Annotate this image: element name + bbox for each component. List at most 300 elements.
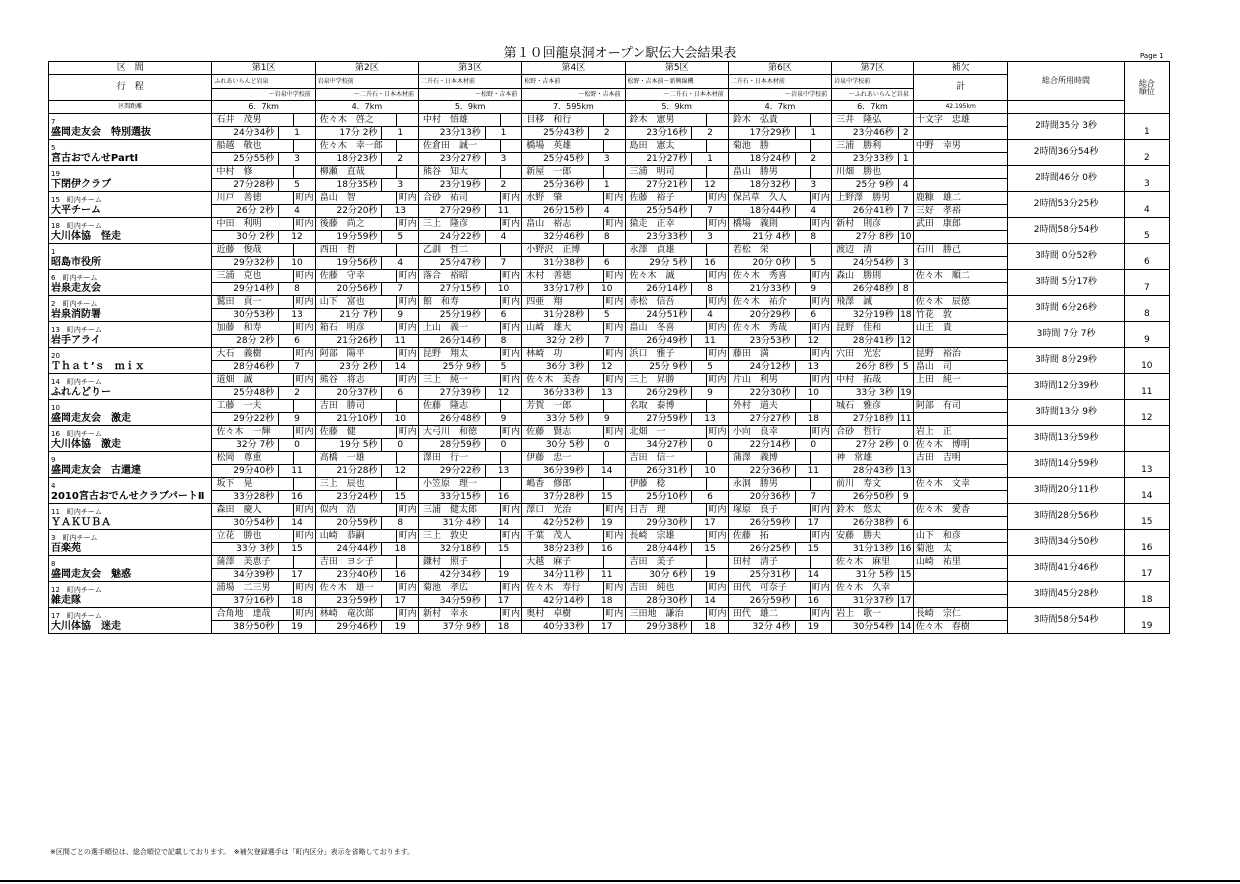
leg-time: 18分35秒 xyxy=(315,179,382,192)
leg-time: 30分54秒 xyxy=(832,621,899,634)
leg-rank: 6 xyxy=(485,309,522,322)
leg-rank: 17 xyxy=(900,595,912,606)
leg-rank: 4 xyxy=(692,309,729,322)
local-flag xyxy=(500,478,522,491)
team-cell xyxy=(49,426,212,452)
leg-time: 26分 8秒 xyxy=(832,361,899,374)
leg-rank: 17 xyxy=(692,517,729,530)
leg-rank: 14 xyxy=(692,595,729,608)
local-flag: 町内 xyxy=(708,348,727,359)
runner-name: 赤松 信吾 xyxy=(625,296,707,309)
leg-rank: 17 xyxy=(279,569,316,582)
final-rank: 6 xyxy=(1124,244,1169,270)
runner-name: 藤田 満 xyxy=(728,348,810,361)
local-flag: 町内 xyxy=(295,296,314,307)
leg-time: 30分 2秒 xyxy=(212,231,279,244)
local-flag: 町内 xyxy=(398,296,417,307)
leg-rank: 6 xyxy=(279,335,316,348)
leg-time: 37分 9秒 xyxy=(419,621,486,634)
leg-time: 30分54秒 xyxy=(212,517,279,530)
leg-time: 31分37秒 xyxy=(832,595,899,608)
leg-rank: 7 xyxy=(588,335,625,348)
route-to: ～二升石・日本木材前 xyxy=(625,89,728,101)
kyori-label: 区間距離 xyxy=(49,101,212,114)
leg-time: 27分59秒 xyxy=(625,413,692,426)
runner-name: 工藤 一夫 xyxy=(212,400,294,413)
leg-time: 22分14秒 xyxy=(728,439,795,452)
leg-rank: 2 xyxy=(588,127,625,140)
local-flag xyxy=(294,452,316,465)
runner-name: 高橋 一雄 xyxy=(315,452,397,465)
total-time: 3時間58分54秒 xyxy=(1008,608,1124,634)
final-rank: 16 xyxy=(1124,530,1169,556)
local-flag: 町内 xyxy=(605,426,624,437)
leg-rank: 0 xyxy=(382,439,419,452)
leg-rank: 14 xyxy=(382,361,419,374)
total-time: 2時間46分 0秒 xyxy=(1008,166,1124,192)
runner-name: 中村 悟雄 xyxy=(419,114,501,127)
runner-name: 田代 雄二 xyxy=(728,608,810,621)
leg-rank: 12 xyxy=(692,179,729,192)
leg-rank: 6 xyxy=(692,491,729,504)
runner-name: 四亜 翔 xyxy=(522,296,604,309)
runner-name: 大石 義樹 xyxy=(212,348,294,361)
substitute xyxy=(913,257,1008,270)
leg-time: 28分30秒 xyxy=(625,595,692,608)
runner-name: 佐々木 寿行 xyxy=(522,582,604,595)
substitute: 佐々木 春樹 xyxy=(913,621,1008,634)
runner-name: 日吉 理 xyxy=(625,504,707,517)
leg-rank: 6 xyxy=(382,387,419,400)
final-rank: 2 xyxy=(1124,140,1169,166)
local-flag: 町内 xyxy=(811,348,830,359)
runner-name: 菊池 孝広 xyxy=(419,582,501,595)
leg-rank: 2 xyxy=(898,127,913,140)
team-row-bottom xyxy=(49,465,1170,478)
runner-name: 森山 勝則 xyxy=(832,270,914,283)
local-flag: 町内 xyxy=(708,530,727,541)
leg-rank: 14 xyxy=(795,569,832,582)
team-name: 宮古おでんせPartⅠ xyxy=(51,152,139,164)
leg-rank: 3 xyxy=(795,179,832,192)
runner-name: 佐々木 麻里 xyxy=(832,556,914,569)
team-number: 14 町内チーム xyxy=(51,377,102,386)
team-row-bottom xyxy=(49,257,1170,270)
leg-rank: 9 xyxy=(692,387,729,400)
route-from: 松野・吉本前～新興綿機 xyxy=(625,75,728,89)
leg-time: 31分13秒 xyxy=(832,543,899,556)
local-flag: 町内 xyxy=(295,582,314,593)
local-flag xyxy=(707,556,729,569)
leg-rank: 11 xyxy=(692,335,729,348)
local-flag: 町内 xyxy=(605,296,624,307)
runner-name: 吉田 ヨシ子 xyxy=(315,556,397,569)
substitute: 佐々木 愛香 xyxy=(913,504,1008,517)
runner-name: 新屋 一郎 xyxy=(522,166,604,179)
substitute: 阿部 有司 xyxy=(913,400,1008,413)
leg-rank: 2 xyxy=(382,153,419,166)
local-flag xyxy=(604,478,626,491)
leg-time: 29分40秒 xyxy=(212,465,279,478)
total-time: 3時間41分46秒 xyxy=(1008,556,1124,582)
leg-rank: 5 xyxy=(485,361,522,374)
leg-rank: 3 xyxy=(588,153,625,166)
local-flag xyxy=(810,166,832,179)
leg-rank: 0 xyxy=(279,439,316,452)
team-name: 2010宮古おでんせクラブパートⅡ xyxy=(51,490,205,502)
runner-name: 三上 純一 xyxy=(419,374,501,387)
leg-time: 26分48秒 xyxy=(832,283,899,296)
leg-rank: 5 xyxy=(898,361,913,374)
runner-name: 菊池 勝 xyxy=(728,140,810,153)
leg-time: 26分59秒 xyxy=(728,595,795,608)
runner-name: 山下 富也 xyxy=(315,296,397,309)
leg-time: 42分14秒 xyxy=(522,595,589,608)
leg-rank: 3 xyxy=(279,153,316,166)
runner-name: 若松 栄 xyxy=(728,244,810,257)
runner-name: 橋場 義則 xyxy=(728,218,810,231)
leg-rank: 19 xyxy=(692,569,729,582)
final-rank: 3 xyxy=(1124,166,1169,192)
local-flag: 町内 xyxy=(502,608,521,619)
team-row-bottom xyxy=(49,621,1170,634)
runner-name: 佐々木 美香 xyxy=(522,374,604,387)
team-row-bottom xyxy=(49,179,1170,192)
leg-time: 29分 5秒 xyxy=(625,257,692,270)
local-flag xyxy=(397,166,419,179)
total-time: 3時間 7分 7秒 xyxy=(1008,322,1124,348)
leg-time: 26分49秒 xyxy=(625,335,692,348)
local-flag: 町内 xyxy=(811,608,830,619)
leg-rank: 3 xyxy=(692,231,729,244)
section-header: 第7区 xyxy=(832,62,914,75)
leg-rank: 6 xyxy=(898,517,913,530)
leg-rank: 7 xyxy=(382,283,419,296)
team-row-top xyxy=(49,270,1170,283)
route-to: ～松野・吉本前 xyxy=(419,89,522,101)
leg-time: 26分41秒 xyxy=(832,205,899,218)
local-flag xyxy=(294,140,316,153)
team-number: 4 xyxy=(51,481,56,490)
leg-time: 24分51秒 xyxy=(625,309,692,322)
leg-time: 33分 3秒 xyxy=(212,543,279,556)
leg-rank: 5 xyxy=(692,361,729,374)
local-flag: 町内 xyxy=(295,192,314,203)
substitute xyxy=(913,413,1008,426)
leg-rank: 7 xyxy=(898,205,913,218)
local-flag: 町内 xyxy=(295,608,314,619)
substitute xyxy=(913,517,1008,530)
runner-name: 佐々木 一輝 xyxy=(212,426,294,439)
local-flag: 町内 xyxy=(398,608,417,619)
local-flag: 町内 xyxy=(502,426,521,437)
team-number: 8 xyxy=(51,559,56,568)
runner-name: 佐藤 拓 xyxy=(728,530,810,543)
team-cell xyxy=(49,374,212,400)
local-flag: 町内 xyxy=(708,374,727,385)
team-row-top xyxy=(49,452,1170,465)
leg-time: 25分36秒 xyxy=(522,179,589,192)
leg-time: 29分22秒 xyxy=(212,413,279,426)
runner-name: 目移 和行 xyxy=(522,114,604,127)
leg-rank: 3 xyxy=(485,153,522,166)
runner-name: 大弓川 和徳 xyxy=(419,426,501,439)
leg-rank: 12 xyxy=(588,361,625,374)
local-flag: 町内 xyxy=(811,218,830,229)
leg-time: 27分39秒 xyxy=(419,387,486,400)
team-row-top xyxy=(49,374,1170,387)
leg-rank: 17 xyxy=(588,621,625,634)
team-name: 岩泉走友会 xyxy=(51,282,101,294)
route-to: ～岩泉中学校前 xyxy=(728,89,831,101)
runner-name: 浦場 二三男 xyxy=(212,582,294,595)
leg-time: 25分 9秒 xyxy=(419,361,486,374)
runner-name: 片山 利男 xyxy=(728,374,810,387)
substitute: 畠山 司 xyxy=(913,361,1008,374)
runner-name: 阿部 陽平 xyxy=(315,348,397,361)
team-row-bottom xyxy=(49,335,1170,348)
runner-name: 石井 茂男 xyxy=(212,114,294,127)
runner-name: 猿走 正幸 xyxy=(625,218,707,231)
local-flag: 町内 xyxy=(295,504,314,515)
local-flag xyxy=(810,400,832,413)
substitute: 十文字 忠雄 xyxy=(913,114,1008,127)
total-time: 2時間36分54秒 xyxy=(1008,140,1124,166)
total-time-header: 総合所用時間 xyxy=(1008,62,1124,101)
leg-rank: 5 xyxy=(279,179,316,192)
runner-name: 中村 拓哉 xyxy=(832,374,914,387)
leg-time: 18分23秒 xyxy=(315,153,382,166)
leg-time: 22分20秒 xyxy=(315,205,382,218)
runner-name: 岩上 歌一 xyxy=(832,608,914,621)
runner-name: 三浦 健太郎 xyxy=(419,504,501,517)
substitute xyxy=(913,335,1008,348)
local-flag: 町内 xyxy=(605,270,624,281)
team-number: 5 xyxy=(51,143,56,152)
leg-time: 23分16秒 xyxy=(625,127,692,140)
leg-time: 19分59秒 xyxy=(315,231,382,244)
leg-time: 26分31秒 xyxy=(625,465,692,478)
local-flag xyxy=(500,400,522,413)
runner-name: 立花 勝也 xyxy=(212,530,294,543)
leg-time: 18分44秒 xyxy=(728,205,795,218)
team-row-top xyxy=(49,608,1170,621)
runner-name: 佐藤 賢志 xyxy=(522,426,604,439)
leg-rank: 10 xyxy=(588,283,625,296)
local-flag xyxy=(397,114,419,127)
local-flag: 町内 xyxy=(398,374,417,385)
team-number: 1 xyxy=(51,247,56,256)
local-flag xyxy=(294,166,316,179)
leg-time: 26分14秒 xyxy=(419,335,486,348)
leg-rank: 1 xyxy=(795,127,832,140)
team-row-top xyxy=(49,400,1170,413)
leg-time: 30分 6秒 xyxy=(625,569,692,582)
local-flag: 町内 xyxy=(398,530,417,541)
local-flag: 町内 xyxy=(708,322,727,333)
runner-name: 船越 敬也 xyxy=(212,140,294,153)
local-flag: 町内 xyxy=(295,426,314,437)
bottom-rule xyxy=(0,880,1240,882)
team-row-bottom xyxy=(49,153,1170,166)
leg-rank: 13 xyxy=(900,465,912,476)
runner-name: 伊藤 忠一 xyxy=(522,452,604,465)
leg-time: 29分30秒 xyxy=(625,517,692,530)
leg-time: 20分 0秒 xyxy=(728,257,795,270)
team-row-top xyxy=(49,114,1170,127)
team-cell xyxy=(49,192,212,218)
local-flag: 町内 xyxy=(398,218,417,229)
team-name: Ｔｈａｔ’ｓ ｍｉｘ xyxy=(51,360,145,372)
final-rank: 18 xyxy=(1124,582,1169,608)
local-flag xyxy=(707,452,729,465)
local-flag: 町内 xyxy=(502,296,521,307)
total-time: 3時間20分11秒 xyxy=(1008,478,1124,504)
leg-rank: 13 xyxy=(382,205,419,218)
leg-rank: 16 xyxy=(485,491,522,504)
total-time: 3時間 0分52秒 xyxy=(1008,244,1124,270)
leg-time: 24分22秒 xyxy=(419,231,486,244)
runner-name: 館 和寿 xyxy=(419,296,501,309)
team-row-bottom xyxy=(49,127,1170,140)
route-from: ふれあいらんど岩泉 xyxy=(212,75,315,89)
team-cell xyxy=(49,270,212,296)
substitute: 佐々木 文幸 xyxy=(913,478,1008,491)
substitute xyxy=(913,569,1008,582)
runner-name: 林崎 竜次郎 xyxy=(315,608,397,621)
leg-time: 27分18秒 xyxy=(832,413,899,426)
local-flag: 町内 xyxy=(502,374,521,385)
team-number: 13 町内チーム xyxy=(51,325,102,334)
leg-time: 26分14秒 xyxy=(625,283,692,296)
local-flag xyxy=(604,244,626,257)
total-time: 3時間 5分17秒 xyxy=(1008,270,1124,296)
runner-name: 名取 泰博 xyxy=(625,400,707,413)
leg-time: 25分54秒 xyxy=(625,205,692,218)
distance: 5．9km xyxy=(625,101,728,114)
runner-name: 蒲澤 義博 xyxy=(728,452,810,465)
runner-name: 三上 敦史 xyxy=(419,530,501,543)
leg-rank: 19 xyxy=(588,517,625,530)
runner-name: 蒲澤 美恵子 xyxy=(212,556,294,569)
team-cell xyxy=(49,452,212,478)
leg-rank: 14 xyxy=(900,621,912,632)
team-row-top xyxy=(49,244,1170,257)
leg-time: 42分34秒 xyxy=(419,569,486,582)
leg-time: 25分 9秒 xyxy=(625,361,692,374)
runner-name: 永澤 貞雄 xyxy=(625,244,707,257)
leg-rank: 9 xyxy=(279,413,316,426)
kukan-label: 区 間 xyxy=(49,62,212,75)
team-row-bottom xyxy=(49,543,1170,556)
leg-rank: 1 xyxy=(898,153,913,166)
leg-rank: 12 xyxy=(279,231,316,244)
total-time: 2時間58分54秒 xyxy=(1008,218,1124,244)
runner-name: 熊谷 知大 xyxy=(419,166,501,179)
leg-rank: 10 xyxy=(382,413,419,426)
runner-name: 城石 雅彦 xyxy=(832,400,914,413)
leg-time: 26分48秒 xyxy=(419,413,486,426)
team-cell xyxy=(49,114,212,140)
local-flag xyxy=(810,140,832,153)
leg-rank: 18 xyxy=(900,309,912,320)
final-rank: 4 xyxy=(1124,192,1169,218)
leg-time: 36分39秒 xyxy=(522,465,589,478)
runner-name: 似内 浩 xyxy=(315,504,397,517)
runner-name: 佐倉田 誠一 xyxy=(419,140,501,153)
leg-time: 24分34秒 xyxy=(212,127,279,140)
team-row-top xyxy=(49,478,1170,491)
leg-time: 32分 2秒 xyxy=(522,335,589,348)
local-flag xyxy=(604,400,626,413)
page-number: Page 1 xyxy=(1140,52,1164,60)
runner-name: 渡辺 清 xyxy=(832,244,914,257)
leg-time: 23分59秒 xyxy=(315,595,382,608)
leg-rank: 15 xyxy=(900,569,912,580)
local-flag xyxy=(397,556,419,569)
team-name: 大川体協 迷走 xyxy=(51,620,121,632)
leg-rank: 7 xyxy=(795,491,832,504)
substitute: 佐々木 博明 xyxy=(913,439,1008,452)
local-flag xyxy=(294,556,316,569)
leg-rank: 11 xyxy=(900,413,912,424)
leg-rank: 19 xyxy=(279,621,316,634)
local-flag: 町内 xyxy=(295,322,314,333)
leg-rank: 17 xyxy=(795,517,832,530)
leg-time: 23分33秒 xyxy=(625,231,692,244)
total-time: 3時間13分59秒 xyxy=(1008,426,1124,452)
team-row-top xyxy=(49,530,1170,543)
leg-rank: 9 xyxy=(795,283,832,296)
team-cell xyxy=(49,608,212,634)
team-row-bottom xyxy=(49,595,1170,608)
leg-time: 31分 4秒 xyxy=(419,517,486,530)
runner-name: 坂下 晃 xyxy=(212,478,294,491)
runner-name: 乙訓 哲二 xyxy=(419,244,501,257)
final-rank: 14 xyxy=(1124,478,1169,504)
local-flag xyxy=(707,478,729,491)
runner-name: 吉田 純也 xyxy=(625,582,707,595)
runner-name: 穴田 光宏 xyxy=(832,348,914,361)
team-name: 盛岡走友会 古還達 xyxy=(51,464,141,476)
runner-name: 箱石 明彦 xyxy=(315,322,397,335)
team-row-bottom xyxy=(49,491,1170,504)
runner-name: 吉田 信一 xyxy=(625,452,707,465)
leg-rank: 1 xyxy=(382,127,419,140)
local-flag xyxy=(397,400,419,413)
team-row-top xyxy=(49,166,1170,179)
leg-rank: 19 xyxy=(900,387,912,398)
substitute: 石川 勝己 xyxy=(913,244,1008,257)
leg-rank: 15 xyxy=(382,491,419,504)
runner-name: 佐々木 秀哉 xyxy=(728,322,810,335)
runner-name: 昆野 佳和 xyxy=(832,322,914,335)
leg-time: 18分24秒 xyxy=(728,153,795,166)
leg-time: 23分27秒 xyxy=(419,153,486,166)
team-name: 大平チーム xyxy=(51,204,101,216)
final-rank: 19 xyxy=(1124,608,1169,634)
leg-time: 24分44秒 xyxy=(315,543,382,556)
local-flag: 町内 xyxy=(811,504,830,515)
leg-time: 22分36秒 xyxy=(728,465,795,478)
team-row-bottom xyxy=(49,439,1170,452)
leg-rank: 5 xyxy=(588,309,625,322)
leg-rank: 9 xyxy=(898,491,913,504)
leg-time: 23分40秒 xyxy=(315,569,382,582)
local-flag: 町内 xyxy=(605,192,624,203)
local-flag: 町内 xyxy=(811,530,830,541)
substitute: 菊池 太 xyxy=(913,543,1008,556)
